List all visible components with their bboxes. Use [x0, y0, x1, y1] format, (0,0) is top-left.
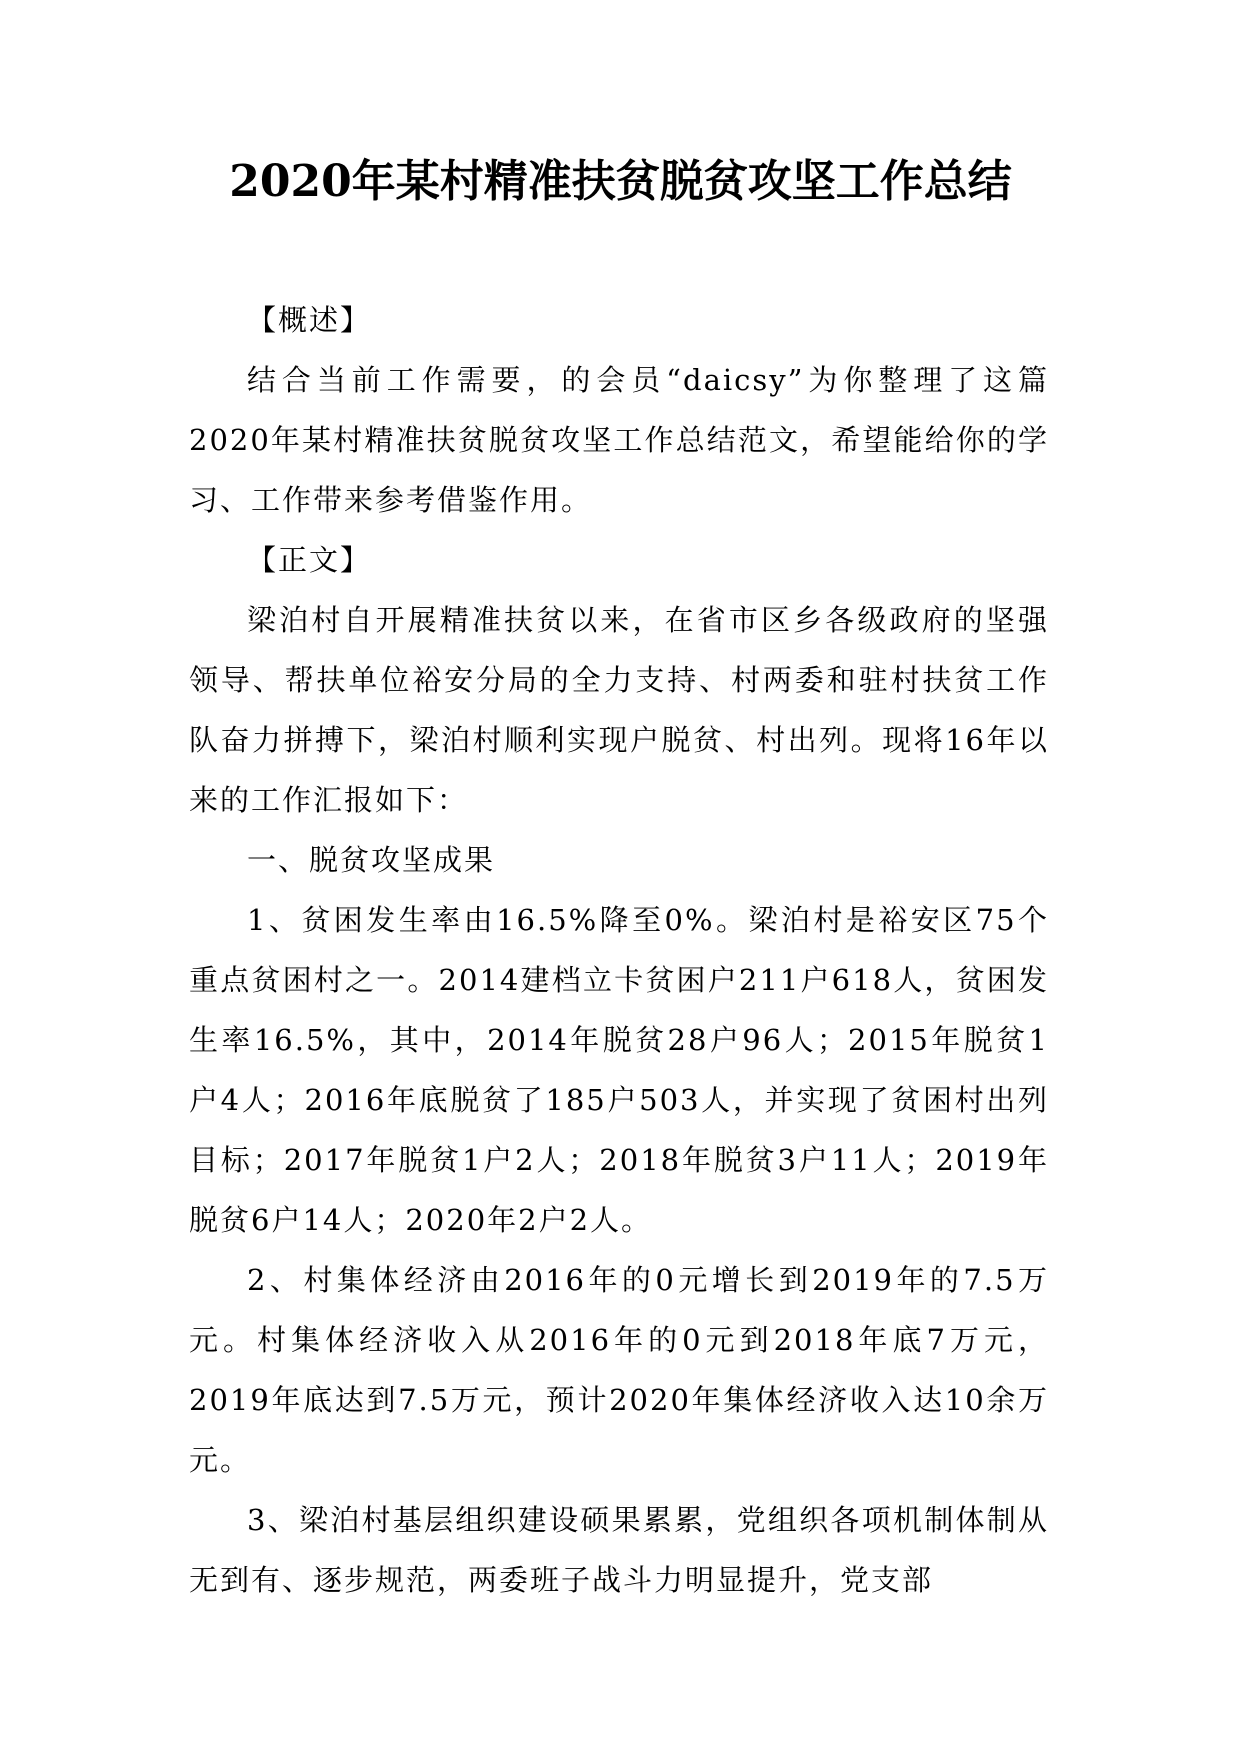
section-label-main-text: 【正文】 [247, 543, 372, 577]
document-body [189, 290, 1049, 1610]
paragraph-intro: 结合当前工作需要，的会员“daicsy”为你整理了这篇2020年某村精准扶贫脱贫攻坚工作总结范文，希望能给你的学习、工作带来参考借鉴作用。 [189, 363, 1049, 517]
document-title: 2020年某村精准扶贫脱贫攻坚工作总结 [229, 156, 1012, 207]
section-heading-results: 一、脱贫攻坚成果 [247, 843, 496, 877]
paragraph-collective-economy: 2、村集体经济由2016年的0元增长到2019年的7.5万元。村集体经济收入从2016年的0元到2018年底7万元，2019年底达到7.5万元，预计2020年集体经济收入达10余万元。 [189, 1263, 1049, 1477]
paragraph-background: 梁泊村自开展精准扶贫以来，在省市区乡各级政府的坚强领导、帮扶单位裕安分局的全力支持、村两委和驻村扶贫工作队奋力拼搏下，梁泊村顺利实现户脱贫、村出列。现将16年以来的工作汇报如下： [189, 603, 1049, 817]
paragraph-poverty-rate: 1、贫困发生率由16.5%降至0%。梁泊村是裕安区75个重点贫困村之一。2014建档立卡贫困户211户618人，贫困发生率16.5%，其中，2014年脱贫28户96人；2015年脱贫1户4人；2016年底脱贫了185户503人，并实现了贫困村出列目标；2017年脱贫1户2人；2018年脱贫3户11人；2019年脱贫6户14人；2020年2户2人。 [189, 903, 1049, 1237]
paragraph-organization: 3、梁泊村基层组织建设硕果累累，党组织各项机制体制从无到有、逐步规范，两委班子战斗力明显提升，党支部 [189, 1503, 1049, 1597]
section-label-overview: 【概述】 [247, 303, 372, 337]
